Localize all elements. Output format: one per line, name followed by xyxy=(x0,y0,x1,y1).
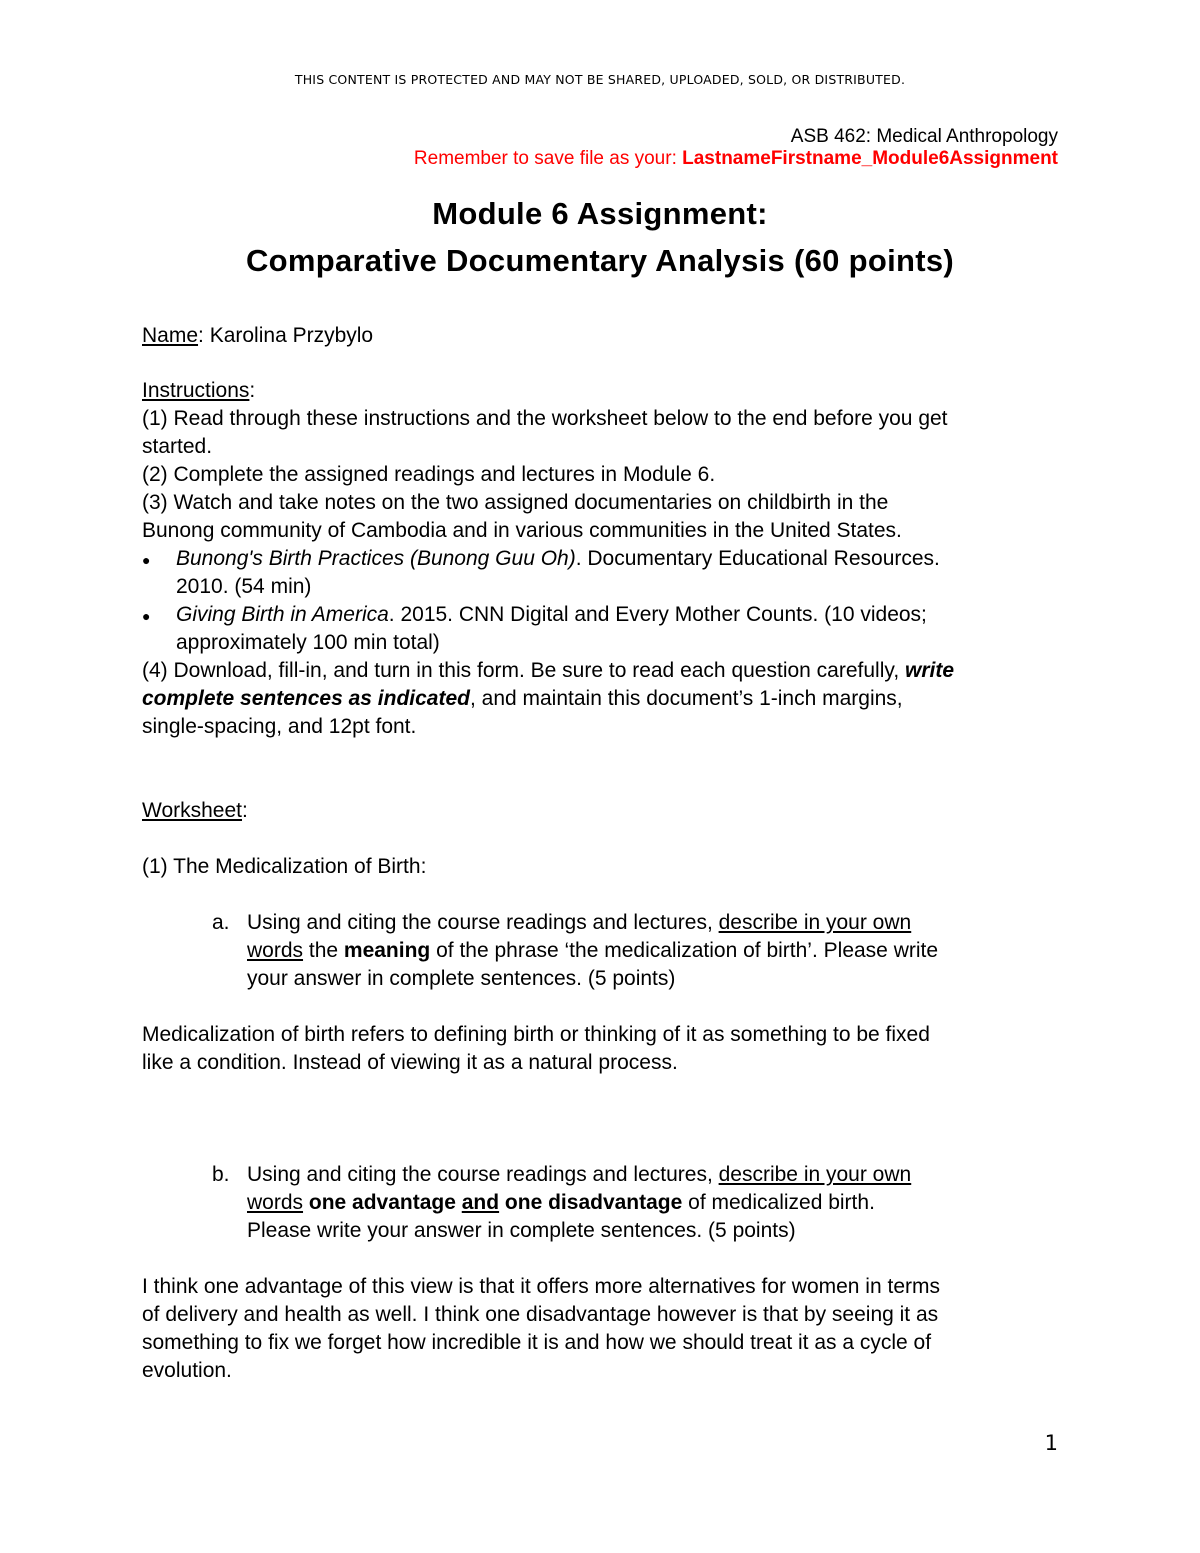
question-a-line-1 xyxy=(247,909,911,937)
question-b-line-2 xyxy=(247,1189,875,1217)
section-1-title: (1) The Medicalization of Birth: xyxy=(142,855,427,878)
answer-b-line-2: of delivery and health as well. I think one disadvantage however is that by seeing it as xyxy=(142,1303,939,1326)
worksheet-sep: : xyxy=(242,799,248,822)
documentary-2-info: . 2015. CNN Digital and Every Mother Counts. (10 videos; xyxy=(388,603,927,626)
documentary-1 xyxy=(176,545,940,573)
name-value: Karolina Przybylo xyxy=(209,324,374,347)
instruction-step-3: (3) Watch and take notes on the two assigned documentaries on childbirth in the xyxy=(142,491,889,514)
question-b-line-3: Please write your answer in complete sentences. (5 points) xyxy=(247,1219,796,1242)
instruction-step-3-cont: Bunong community of Cambodia and in various communities in the United States. xyxy=(142,519,902,542)
instruction-step-1: (1) Read through these instructions and the worksheet below to the end before you get xyxy=(142,407,948,430)
answer-a-line-2: like a condition. Instead of viewing it as a natural process. xyxy=(142,1051,678,1074)
documentary-1-title: Bunong's Birth Practices (Bunong Guu Oh) xyxy=(176,547,576,570)
page-number: 1 xyxy=(1044,1431,1058,1455)
answer-b-line-4: evolution. xyxy=(142,1359,232,1382)
qa-underline-2: words xyxy=(247,939,304,962)
instruction-step-4-cont2: single-spacing, and 12pt font. xyxy=(142,715,417,738)
instruction-step-4-cont xyxy=(142,685,903,713)
question-a-line-3: your answer in complete sentences. (5 points) xyxy=(247,967,676,990)
worksheet-heading xyxy=(142,797,248,825)
instruction-step-2: (2) Complete the assigned readings and lectures in Module 6. xyxy=(142,463,716,486)
instruction-step-4 xyxy=(142,657,954,685)
reminder-filename: LastnameFirstname_Module6Assignment xyxy=(682,148,1058,169)
instructions-sep: : xyxy=(249,379,256,402)
bullet-icon: ● xyxy=(142,552,151,568)
instructions-label: Instructions xyxy=(142,379,250,402)
answer-b-line-3: something to fix we forget how incredible it is and how we should treat it as a cycle of xyxy=(142,1331,932,1354)
question-a-line-2 xyxy=(247,937,938,965)
protected-notice: THIS CONTENT IS PROTECTED AND MAY NOT BE SHARED, UPLOADED, SOLD, OR DISTRIBUTED. xyxy=(294,72,906,87)
instruction-step-1-cont: started. xyxy=(142,435,213,458)
qa-bold-meaning: meaning xyxy=(343,939,431,962)
documentary-1-cont: 2010. (54 min) xyxy=(176,575,312,598)
step-4-text-2: , and maintain this document’s 1-inch margins, xyxy=(469,687,903,710)
assignment-title: Module 6 Assignment: xyxy=(432,196,768,231)
instructions-heading xyxy=(142,377,255,405)
step-4-text: (4) Download, fill-in, and turn in this form. Be sure to read each question carefully, xyxy=(142,659,905,682)
save-reminder xyxy=(414,148,1058,170)
question-b-line-1 xyxy=(247,1161,911,1189)
name-line xyxy=(142,322,373,350)
step-4-emphasis-1: write xyxy=(904,659,954,682)
documentary-2-cont: approximately 100 min total) xyxy=(176,631,440,654)
worksheet-label: Worksheet xyxy=(142,799,242,822)
reminder-prefix: Remember to save file as your: xyxy=(413,148,683,169)
qb-underline-1: describe in your own xyxy=(718,1163,912,1186)
qb-text-1: Using and citing the course readings and lectures, xyxy=(247,1163,719,1186)
qa-underline-1: describe in your own xyxy=(718,911,912,934)
documentary-2-title: Giving Birth in America xyxy=(176,603,389,626)
qa-text-1: Using and citing the course readings and lectures, xyxy=(247,911,719,934)
question-a-label: a. xyxy=(212,911,230,934)
answer-a-line-1: Medicalization of birth refers to defining birth or thinking of it as something to be fixed xyxy=(142,1023,930,1046)
name-sep: : xyxy=(198,324,210,347)
documentary-1-info: . Documentary Educational Resources. xyxy=(575,547,940,570)
question-b-label: b. xyxy=(212,1163,230,1186)
qb-bold-advantage: one advantage xyxy=(303,1191,462,1214)
qa-text-2: the xyxy=(303,939,344,962)
qa-text-3: of the phrase ‘the medicalization of birth’. Please write xyxy=(430,939,939,962)
documentary-2 xyxy=(176,601,927,629)
assignment-subtitle: Comparative Documentary Analysis (60 points) xyxy=(245,243,955,278)
step-4-emphasis-2: complete sentences as indicated xyxy=(142,687,470,710)
course-title: ASB 462: Medical Anthropology xyxy=(790,126,1058,147)
qb-underline-2: words xyxy=(247,1191,304,1214)
qb-bold-and: and xyxy=(461,1191,500,1214)
name-label: Name xyxy=(142,324,199,347)
answer-b-line-1: I think one advantage of this view is that it offers more alternatives for women in terms xyxy=(142,1275,940,1298)
qb-text-2: of medicalized birth. xyxy=(682,1191,875,1214)
bullet-icon: ● xyxy=(142,608,151,624)
qb-bold-disadvantage: one disadvantage xyxy=(499,1191,683,1214)
